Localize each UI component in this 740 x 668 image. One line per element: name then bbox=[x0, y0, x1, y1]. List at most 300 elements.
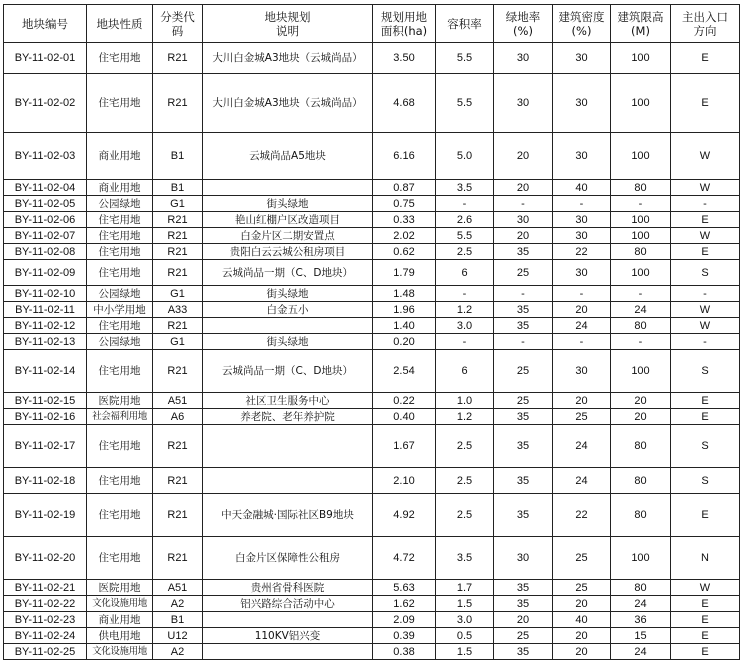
cell-land-nature: 住宅用地 bbox=[87, 537, 153, 580]
cell-plan-description bbox=[203, 425, 373, 468]
cell-height-limit: 20 bbox=[611, 393, 671, 409]
cell-land-nature: 文化设施用地 bbox=[87, 596, 153, 612]
table-row bbox=[4, 425, 740, 468]
cell-parcel-id: BY-11-02-06 bbox=[4, 212, 87, 228]
cell-category-code: R21 bbox=[153, 494, 203, 537]
cell-green-ratio: 20 bbox=[494, 612, 553, 628]
cell-planned-area: 0.33 bbox=[373, 212, 436, 228]
cell-building-density: 30 bbox=[553, 74, 611, 133]
cell-height-limit: 36 bbox=[611, 612, 671, 628]
cell-category-code: R21 bbox=[153, 425, 203, 468]
cell-plan-description: 110KV铝兴变 bbox=[203, 628, 373, 644]
table-row bbox=[4, 494, 740, 537]
cell-parcel-id: BY-11-02-21 bbox=[4, 580, 87, 596]
table-row bbox=[4, 612, 740, 628]
cell-height-limit: 80 bbox=[611, 468, 671, 494]
cell-category-code: A51 bbox=[153, 580, 203, 596]
cell-green-ratio: 25 bbox=[494, 393, 553, 409]
cell-land-nature: 商业用地 bbox=[87, 612, 153, 628]
cell-building-density: 22 bbox=[553, 494, 611, 537]
cell-category-code: R21 bbox=[153, 244, 203, 260]
cell-entrance-direction: - bbox=[671, 334, 740, 350]
cell-category-code: B1 bbox=[153, 180, 203, 196]
cell-building-density: 20 bbox=[553, 302, 611, 318]
land-use-table-container bbox=[3, 4, 740, 660]
cell-planned-area: 1.96 bbox=[373, 302, 436, 318]
cell-land-nature: 住宅用地 bbox=[87, 260, 153, 286]
cell-parcel-id: BY-11-02-24 bbox=[4, 628, 87, 644]
cell-building-density: 22 bbox=[553, 244, 611, 260]
cell-entrance-direction: S bbox=[671, 350, 740, 393]
cell-plan-description: 养老院、老年养护院 bbox=[203, 409, 373, 425]
cell-plan-description: 白金片区二期安置点 bbox=[203, 228, 373, 244]
cell-green-ratio: 35 bbox=[494, 596, 553, 612]
cell-green-ratio: 35 bbox=[494, 409, 553, 425]
cell-building-density: 30 bbox=[553, 212, 611, 228]
table-row bbox=[4, 244, 740, 260]
cell-entrance-direction: W bbox=[671, 302, 740, 318]
cell-building-density: 30 bbox=[553, 350, 611, 393]
cell-parcel-id: BY-11-02-08 bbox=[4, 244, 87, 260]
cell-land-nature: 商业用地 bbox=[87, 133, 153, 180]
cell-floor-area-ratio: 2.5 bbox=[436, 468, 494, 494]
cell-plan-description bbox=[203, 180, 373, 196]
cell-green-ratio: 35 bbox=[494, 302, 553, 318]
cell-building-density: 25 bbox=[553, 580, 611, 596]
cell-floor-area-ratio: - bbox=[436, 286, 494, 302]
table-row bbox=[4, 180, 740, 196]
cell-green-ratio: - bbox=[494, 196, 553, 212]
cell-green-ratio: 25 bbox=[494, 628, 553, 644]
cell-floor-area-ratio: 5.0 bbox=[436, 133, 494, 180]
cell-parcel-id: BY-11-02-14 bbox=[4, 350, 87, 393]
cell-entrance-direction: - bbox=[671, 196, 740, 212]
header-parcel-id bbox=[4, 5, 87, 43]
cell-height-limit: - bbox=[611, 286, 671, 302]
cell-planned-area: 1.62 bbox=[373, 596, 436, 612]
header-line: 地块性质 bbox=[96, 16, 143, 31]
cell-floor-area-ratio: 5.5 bbox=[436, 228, 494, 244]
cell-land-nature: 住宅用地 bbox=[87, 350, 153, 393]
cell-land-nature: 公园绿地 bbox=[87, 334, 153, 350]
cell-floor-area-ratio: 1.0 bbox=[436, 393, 494, 409]
table-row bbox=[4, 596, 740, 612]
cell-entrance-direction: N bbox=[671, 537, 740, 580]
cell-green-ratio: 25 bbox=[494, 260, 553, 286]
cell-land-nature: 医院用地 bbox=[87, 580, 153, 596]
cell-parcel-id: BY-11-02-11 bbox=[4, 302, 87, 318]
cell-floor-area-ratio: 2.5 bbox=[436, 494, 494, 537]
cell-height-limit: 24 bbox=[611, 302, 671, 318]
cell-floor-area-ratio: 6 bbox=[436, 260, 494, 286]
cell-green-ratio: 25 bbox=[494, 350, 553, 393]
cell-planned-area: 0.22 bbox=[373, 393, 436, 409]
cell-entrance-direction: W bbox=[671, 133, 740, 180]
cell-green-ratio: 20 bbox=[494, 133, 553, 180]
table-row bbox=[4, 302, 740, 318]
cell-entrance-direction: W bbox=[671, 228, 740, 244]
cell-floor-area-ratio: 2.5 bbox=[436, 425, 494, 468]
cell-parcel-id: BY-11-02-03 bbox=[4, 133, 87, 180]
cell-plan-description: 铝兴路综合活动中心 bbox=[203, 596, 373, 612]
cell-category-code: R21 bbox=[153, 537, 203, 580]
cell-green-ratio: 30 bbox=[494, 537, 553, 580]
cell-green-ratio: 30 bbox=[494, 43, 553, 74]
cell-planned-area: 3.50 bbox=[373, 43, 436, 74]
cell-entrance-direction: W bbox=[671, 180, 740, 196]
table-row bbox=[4, 286, 740, 302]
header-line: (M) bbox=[631, 23, 650, 38]
cell-parcel-id: BY-11-02-07 bbox=[4, 228, 87, 244]
table-row bbox=[4, 334, 740, 350]
cell-parcel-id: BY-11-02-25 bbox=[4, 644, 87, 660]
cell-plan-description: 云城尚品一期（C、D地块） bbox=[203, 350, 373, 393]
cell-height-limit: 24 bbox=[611, 596, 671, 612]
cell-height-limit: 100 bbox=[611, 350, 671, 393]
cell-floor-area-ratio: - bbox=[436, 196, 494, 212]
cell-land-nature: 公园绿地 bbox=[87, 196, 153, 212]
cell-planned-area: 4.68 bbox=[373, 74, 436, 133]
cell-entrance-direction: S bbox=[671, 425, 740, 468]
cell-entrance-direction: E bbox=[671, 212, 740, 228]
cell-height-limit: 80 bbox=[611, 180, 671, 196]
table-row bbox=[4, 74, 740, 133]
cell-entrance-direction: E bbox=[671, 644, 740, 660]
cell-height-limit: 80 bbox=[611, 318, 671, 334]
header-height-limit bbox=[611, 5, 671, 43]
cell-entrance-direction: W bbox=[671, 580, 740, 596]
cell-category-code: R21 bbox=[153, 318, 203, 334]
cell-planned-area: 0.75 bbox=[373, 196, 436, 212]
cell-parcel-id: BY-11-02-09 bbox=[4, 260, 87, 286]
table-row bbox=[4, 409, 740, 425]
cell-height-limit: 100 bbox=[611, 537, 671, 580]
cell-parcel-id: BY-11-02-13 bbox=[4, 334, 87, 350]
cell-entrance-direction: S bbox=[671, 260, 740, 286]
cell-building-density: 30 bbox=[553, 228, 611, 244]
cell-plan-description: 大川白金城A3地块（云城尚品） bbox=[203, 74, 373, 133]
cell-category-code: B1 bbox=[153, 133, 203, 180]
cell-plan-description: 云城尚品一期（C、D地块） bbox=[203, 260, 373, 286]
cell-planned-area: 0.39 bbox=[373, 628, 436, 644]
cell-category-code: G1 bbox=[153, 286, 203, 302]
cell-plan-description: 白金片区保障性公租房 bbox=[203, 537, 373, 580]
cell-land-nature: 商业用地 bbox=[87, 180, 153, 196]
cell-height-limit: 100 bbox=[611, 212, 671, 228]
cell-green-ratio: 35 bbox=[494, 425, 553, 468]
header-floor-area-ratio bbox=[436, 5, 494, 43]
cell-floor-area-ratio: 5.5 bbox=[436, 74, 494, 133]
cell-land-nature: 文化设施用地 bbox=[87, 644, 153, 660]
cell-height-limit: 80 bbox=[611, 425, 671, 468]
cell-building-density: 20 bbox=[553, 393, 611, 409]
cell-category-code: A6 bbox=[153, 409, 203, 425]
cell-land-nature: 住宅用地 bbox=[87, 43, 153, 74]
cell-green-ratio: 20 bbox=[494, 228, 553, 244]
header-planned-area bbox=[373, 5, 436, 43]
header-land-nature bbox=[87, 5, 153, 43]
cell-planned-area: 1.67 bbox=[373, 425, 436, 468]
table-row bbox=[4, 318, 740, 334]
cell-plan-description: 贵州省骨科医院 bbox=[203, 580, 373, 596]
cell-building-density: 25 bbox=[553, 537, 611, 580]
cell-entrance-direction: - bbox=[671, 286, 740, 302]
cell-green-ratio: 35 bbox=[494, 580, 553, 596]
table-row bbox=[4, 212, 740, 228]
cell-building-density: 30 bbox=[553, 43, 611, 74]
header-entrance-direction bbox=[671, 5, 740, 43]
cell-entrance-direction: E bbox=[671, 409, 740, 425]
cell-planned-area: 4.92 bbox=[373, 494, 436, 537]
cell-category-code: G1 bbox=[153, 334, 203, 350]
cell-category-code: R21 bbox=[153, 228, 203, 244]
cell-parcel-id: BY-11-02-12 bbox=[4, 318, 87, 334]
cell-entrance-direction: W bbox=[671, 318, 740, 334]
cell-plan-description bbox=[203, 644, 373, 660]
cell-building-density: 20 bbox=[553, 628, 611, 644]
cell-land-nature: 供电用地 bbox=[87, 628, 153, 644]
table-body bbox=[4, 43, 740, 660]
cell-green-ratio: 35 bbox=[494, 244, 553, 260]
cell-floor-area-ratio: 3.5 bbox=[436, 537, 494, 580]
cell-plan-description: 中天金融城·国际社区B9地块 bbox=[203, 494, 373, 537]
header-line: 建筑密度 bbox=[558, 9, 605, 24]
cell-planned-area: 6.16 bbox=[373, 133, 436, 180]
cell-floor-area-ratio: 1.2 bbox=[436, 409, 494, 425]
header-line: 地块编号 bbox=[22, 16, 68, 31]
cell-planned-area: 1.48 bbox=[373, 286, 436, 302]
cell-land-nature: 公园绿地 bbox=[87, 286, 153, 302]
cell-entrance-direction: E bbox=[671, 74, 740, 133]
cell-category-code: R21 bbox=[153, 260, 203, 286]
cell-category-code: A33 bbox=[153, 302, 203, 318]
cell-land-nature: 住宅用地 bbox=[87, 212, 153, 228]
cell-category-code: R21 bbox=[153, 212, 203, 228]
cell-plan-description: 街头绿地 bbox=[203, 196, 373, 212]
cell-entrance-direction: E bbox=[671, 628, 740, 644]
cell-entrance-direction: E bbox=[671, 393, 740, 409]
cell-floor-area-ratio: 2.6 bbox=[436, 212, 494, 228]
cell-height-limit: 20 bbox=[611, 409, 671, 425]
header-line: 绿地率 bbox=[505, 9, 541, 24]
cell-parcel-id: BY-11-02-18 bbox=[4, 468, 87, 494]
header-category-code bbox=[153, 5, 203, 43]
header-line: 面积(ha) bbox=[380, 23, 428, 38]
cell-entrance-direction: E bbox=[671, 43, 740, 74]
cell-planned-area: 0.38 bbox=[373, 644, 436, 660]
cell-planned-area: 0.20 bbox=[373, 334, 436, 350]
cell-land-nature: 住宅用地 bbox=[87, 425, 153, 468]
header-plan-description bbox=[203, 5, 373, 43]
cell-plan-description: 街头绿地 bbox=[203, 286, 373, 302]
cell-floor-area-ratio: 6 bbox=[436, 350, 494, 393]
cell-parcel-id: BY-11-02-04 bbox=[4, 180, 87, 196]
header-line: 分类代 bbox=[160, 9, 195, 24]
cell-parcel-id: BY-11-02-01 bbox=[4, 43, 87, 74]
header-line: 说明 bbox=[276, 23, 299, 38]
cell-category-code: G1 bbox=[153, 196, 203, 212]
cell-green-ratio: - bbox=[494, 334, 553, 350]
cell-building-density: 30 bbox=[553, 260, 611, 286]
cell-plan-description: 白金五小 bbox=[203, 302, 373, 318]
cell-floor-area-ratio: - bbox=[436, 334, 494, 350]
cell-floor-area-ratio: 1.5 bbox=[436, 644, 494, 660]
cell-parcel-id: BY-11-02-16 bbox=[4, 409, 87, 425]
cell-land-nature: 住宅用地 bbox=[87, 318, 153, 334]
cell-category-code: R21 bbox=[153, 74, 203, 133]
cell-plan-description: 云城尚品A5地块 bbox=[203, 133, 373, 180]
header-line: 地块规划 bbox=[264, 9, 311, 24]
header-line: 码 bbox=[171, 23, 184, 38]
header-line: 主出入口 bbox=[682, 9, 728, 24]
cell-plan-description: 街头绿地 bbox=[203, 334, 373, 350]
cell-planned-area: 2.54 bbox=[373, 350, 436, 393]
cell-parcel-id: BY-11-02-17 bbox=[4, 425, 87, 468]
table-row bbox=[4, 350, 740, 393]
cell-plan-description: 艳山红棚户区改造项目 bbox=[203, 212, 373, 228]
cell-parcel-id: BY-11-02-23 bbox=[4, 612, 87, 628]
cell-entrance-direction: S bbox=[671, 468, 740, 494]
cell-height-limit: 80 bbox=[611, 494, 671, 537]
table-row bbox=[4, 537, 740, 580]
cell-planned-area: 4.72 bbox=[373, 537, 436, 580]
cell-height-limit: - bbox=[611, 196, 671, 212]
cell-building-density: - bbox=[553, 286, 611, 302]
cell-category-code: A2 bbox=[153, 644, 203, 660]
cell-green-ratio: 30 bbox=[494, 212, 553, 228]
cell-building-density: 25 bbox=[553, 409, 611, 425]
cell-category-code: B1 bbox=[153, 612, 203, 628]
cell-building-density: - bbox=[553, 196, 611, 212]
land-use-table bbox=[3, 4, 740, 660]
cell-planned-area: 2.10 bbox=[373, 468, 436, 494]
header-line: 规划用地 bbox=[381, 9, 427, 24]
cell-land-nature: 社会福利用地 bbox=[87, 409, 153, 425]
cell-floor-area-ratio: 5.5 bbox=[436, 43, 494, 74]
cell-floor-area-ratio: 1.5 bbox=[436, 596, 494, 612]
cell-height-limit: 100 bbox=[611, 228, 671, 244]
cell-building-density: 20 bbox=[553, 596, 611, 612]
cell-category-code: R21 bbox=[153, 43, 203, 74]
table-row bbox=[4, 468, 740, 494]
header-line: (%) bbox=[571, 23, 592, 38]
cell-green-ratio: 35 bbox=[494, 468, 553, 494]
cell-green-ratio: 35 bbox=[494, 644, 553, 660]
cell-building-density: 30 bbox=[553, 133, 611, 180]
cell-category-code: R21 bbox=[153, 468, 203, 494]
cell-plan-description bbox=[203, 612, 373, 628]
cell-planned-area: 1.40 bbox=[373, 318, 436, 334]
cell-building-density: 24 bbox=[553, 425, 611, 468]
cell-floor-area-ratio: 1.7 bbox=[436, 580, 494, 596]
table-row bbox=[4, 393, 740, 409]
table-row bbox=[4, 644, 740, 660]
cell-building-density: 24 bbox=[553, 318, 611, 334]
cell-height-limit: 100 bbox=[611, 43, 671, 74]
cell-planned-area: 1.79 bbox=[373, 260, 436, 286]
cell-land-nature: 住宅用地 bbox=[87, 468, 153, 494]
cell-parcel-id: BY-11-02-10 bbox=[4, 286, 87, 302]
cell-green-ratio: 35 bbox=[494, 494, 553, 537]
cell-planned-area: 0.87 bbox=[373, 180, 436, 196]
cell-building-density: 40 bbox=[553, 180, 611, 196]
cell-entrance-direction: E bbox=[671, 612, 740, 628]
cell-building-density: 40 bbox=[553, 612, 611, 628]
table-row bbox=[4, 196, 740, 212]
cell-parcel-id: BY-11-02-19 bbox=[4, 494, 87, 537]
cell-planned-area: 2.09 bbox=[373, 612, 436, 628]
cell-category-code: A51 bbox=[153, 393, 203, 409]
cell-land-nature: 住宅用地 bbox=[87, 244, 153, 260]
cell-floor-area-ratio: 0.5 bbox=[436, 628, 494, 644]
cell-planned-area: 5.63 bbox=[373, 580, 436, 596]
cell-building-density: 24 bbox=[553, 468, 611, 494]
cell-category-code: A2 bbox=[153, 596, 203, 612]
cell-entrance-direction: E bbox=[671, 596, 740, 612]
cell-height-limit: - bbox=[611, 334, 671, 350]
cell-plan-description: 社区卫生服务中心 bbox=[203, 393, 373, 409]
cell-floor-area-ratio: 2.5 bbox=[436, 244, 494, 260]
cell-planned-area: 0.62 bbox=[373, 244, 436, 260]
cell-height-limit: 15 bbox=[611, 628, 671, 644]
table-row bbox=[4, 580, 740, 596]
header-line: 容积率 bbox=[447, 16, 482, 31]
cell-land-nature: 医院用地 bbox=[87, 393, 153, 409]
header-line: (%) bbox=[513, 23, 533, 38]
table-row bbox=[4, 628, 740, 644]
header-line: 建筑限高 bbox=[617, 9, 664, 24]
table-row bbox=[4, 133, 740, 180]
cell-height-limit: 80 bbox=[611, 580, 671, 596]
cell-green-ratio: 35 bbox=[494, 318, 553, 334]
cell-land-nature: 住宅用地 bbox=[87, 494, 153, 537]
cell-entrance-direction: E bbox=[671, 244, 740, 260]
cell-green-ratio: - bbox=[494, 286, 553, 302]
cell-parcel-id: BY-11-02-20 bbox=[4, 537, 87, 580]
cell-building-density: 20 bbox=[553, 644, 611, 660]
cell-parcel-id: BY-11-02-15 bbox=[4, 393, 87, 409]
cell-height-limit: 100 bbox=[611, 74, 671, 133]
cell-height-limit: 24 bbox=[611, 644, 671, 660]
cell-plan-description bbox=[203, 468, 373, 494]
header-green-ratio bbox=[494, 5, 553, 43]
header-building-density bbox=[553, 5, 611, 43]
cell-floor-area-ratio: 3.5 bbox=[436, 180, 494, 196]
cell-green-ratio: 20 bbox=[494, 180, 553, 196]
cell-category-code: R21 bbox=[153, 350, 203, 393]
cell-land-nature: 住宅用地 bbox=[87, 228, 153, 244]
table-row bbox=[4, 43, 740, 74]
cell-entrance-direction: E bbox=[671, 494, 740, 537]
cell-plan-description: 贵阳白云云城公租房项目 bbox=[203, 244, 373, 260]
cell-height-limit: 80 bbox=[611, 244, 671, 260]
cell-floor-area-ratio: 3.0 bbox=[436, 318, 494, 334]
cell-building-density: - bbox=[553, 334, 611, 350]
header-line: 方向 bbox=[693, 23, 717, 38]
cell-floor-area-ratio: 3.0 bbox=[436, 612, 494, 628]
cell-plan-description: 大川白金城A3地块（云城尚品） bbox=[203, 43, 373, 74]
cell-parcel-id: BY-11-02-22 bbox=[4, 596, 87, 612]
cell-land-nature: 中小学用地 bbox=[87, 302, 153, 318]
table-header-row bbox=[4, 5, 740, 43]
cell-parcel-id: BY-11-02-02 bbox=[4, 74, 87, 133]
cell-green-ratio: 30 bbox=[494, 74, 553, 133]
cell-height-limit: 100 bbox=[611, 260, 671, 286]
cell-parcel-id: BY-11-02-05 bbox=[4, 196, 87, 212]
cell-category-code: U12 bbox=[153, 628, 203, 644]
cell-planned-area: 2.02 bbox=[373, 228, 436, 244]
cell-height-limit: 100 bbox=[611, 133, 671, 180]
